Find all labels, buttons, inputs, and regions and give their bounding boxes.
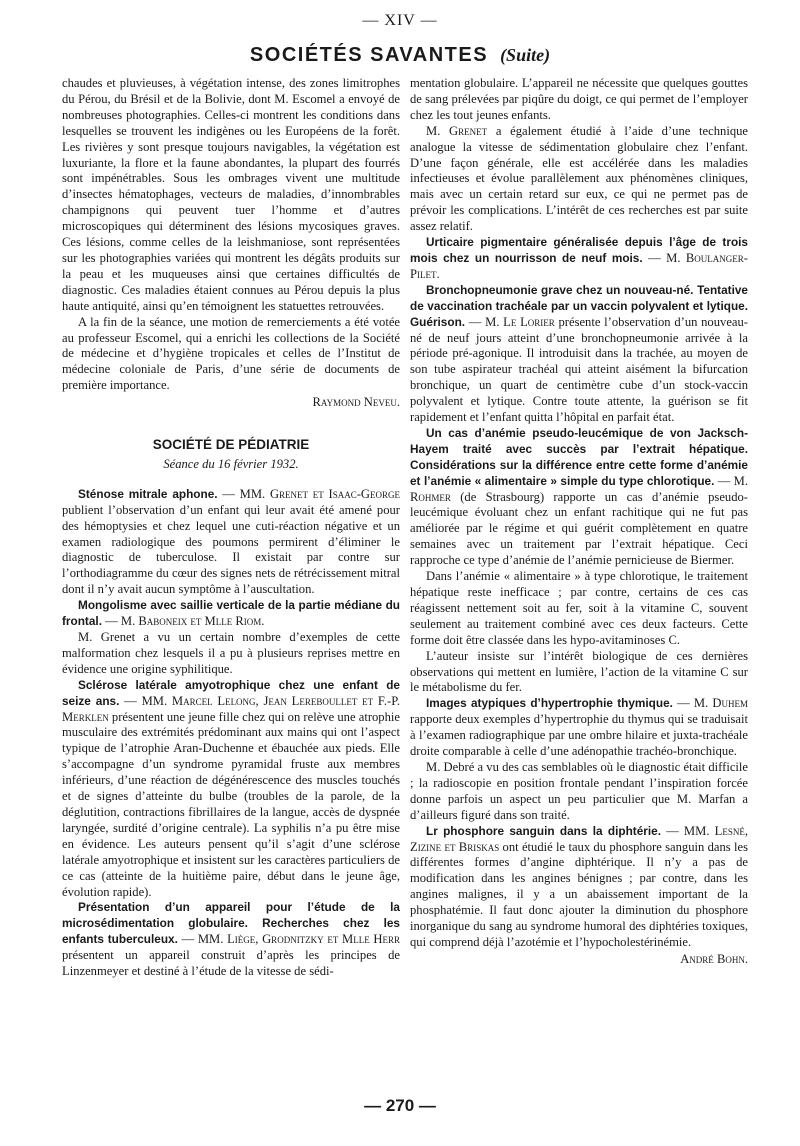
page-roman-number: — XIV — — [362, 12, 438, 29]
article-authors: MM. Liège, Grodnitzky et Mlle Herr — [197, 932, 400, 947]
session-date: Séance du 16 février 1932. — [163, 456, 299, 471]
article-title: Un cas d’anémie pseudo-leucémique de von Jacksch-Hayem traité avec succès par l’extrait hépatique. Considérations sur la différence entre cette forme d’anémie et l’anémie « alimentaire » simple du type chlorotique. — [410, 425, 748, 488]
article: Mongolisme avec saillie verticale de la partie médiane du frontal. — M. Baboneix et Mlle Riom. — [62, 598, 400, 629]
article: Images atypiques d’hypertrophie thymique. — M. Duhem rapporte deux exemples d’hypertrophie du thymus qui se traduisait à l’examen radiographique par une ombre hilaire et juxta-trachéale droite comparable à celle d’une adénopathie trachéo-bronchique. — [410, 696, 749, 759]
article-authors: M. Boulanger-Pilet. — [410, 250, 748, 281]
article-title: Présentation d’un appareil pour l’étude de la microsédimentation globulaire. Recherches chez les enfants tuberculeux. — [62, 900, 400, 947]
article-text: ont étudié le taux du phosphore sanguin dans les différentes formes d’angine diphtérique. Il n’y a pas de modification dans les angines bénignes ; par contre, dans les angines malignes, il y a un abaissement important de la phosphatémie. Il faut donc ajouter la diminution du phosphore inorganique du sang au syndrome humoral des diphtéries toxiques, qui comprend déjà l’azotémie et l’hypocholestérinémie. — [410, 839, 748, 949]
signature: Raymond Neveu. — [312, 395, 400, 410]
section-header — [0, 44, 800, 67]
article-title: Lr phosphore sanguin dans la diphtérie. — [426, 823, 661, 838]
article-text: présente l’observation d’un nouveau-né de neuf jours atteint d’une bronchopneumonie arrivée à la période pré-agonique. Il introduisit dans la trachée, au moyen de son tube aspirateur trachéal qui atteint aisément la bifurcation bronchique, un quart de centimètre cube d’un stock-vaccin polyvalent et lytique. Contre toute attente, la guérison se fit rapidement et l’enfant quitta l’hôpital en parfait état. — [410, 314, 748, 425]
article: Sclérose latérale amyotrophique chez une enfant de seize ans. — MM. Marcel Lelong, Jean Lereboullet et F.-P. Merklen présentent une jeune fille chez qui on relève une atrophie musculaire des extrémités prédominant aux mains qui ont l’aspect typique de l’atrophie Aran-Duchenne et ébauchée aux pieds. Elle s’accompagne d’un syndrome pyramidal fruste aux membres inférieurs, d’une réaction de dégénérescence des muscles touchés et de signes d’atteinte du bulbe (troubles de la parole, de la déglutition, contractions fibrillaires de la langue, accès de dyspnée laryngée, surdité d’origine centrale). La syphilis n’a pu être mise en évidence. Les auteurs pensent qu’il s’agit d’une sclérose latérale amyotrophique et insistent sur les caractères particuliers de ce cas (atteinte de la huitième paire, début dans le jeune âge, évolution rapide). — [62, 677, 401, 899]
article-authors: M. Rohmer — [410, 473, 748, 504]
section-title: SOCIÉTÉS SAVANTES — [249, 44, 489, 66]
article-title: Sténose mitrale aphone. — [78, 486, 218, 501]
article: Un cas d’anémie pseudo-leucémique de von Jacksch-Hayem traité avec succès par l’extrait hépatique. Considérations sur la différence entre cette forme d’anémie et l’anémie « alimentaire » simple du type chlorotique. — M. Rohmer (de Strasbourg) rapporte un cas d’anémie pseudo-leucémique évoluant chez un enfant rachitique qui ne fut pas améliorée par le régime et qui guérit complètement en quatre semaines avec un traitement par l’extrait hépatique. Ceci rapproche ce type d’anémie de l’anémie pernicieuse de Biermer. — [410, 425, 748, 568]
paragraph — [410, 124, 748, 235]
article-text: présentent une jeune fille chez qui on relève une atrophie musculaire des extrémités prédominant aux mains qui ont l’aspect typique de l’atrophie Aran-Duchenne et ébauchée aux pieds. Elle s’accompagne d’un syndrome pyramidal fruste aux membres inférieurs, d’une réaction de dégénérescence des muscles touchés et de signes d’atteinte du bulbe (troubles de la parole, de la déglutition, contractions fibrillaires de la langue, accès de dyspnée laryngée, surdité d’origine centrale). La syphilis n’a pu être mise en évidence. Les auteurs pensent qu’il s’agit d’une sclérose latérale amyotrophique et insistent sur les caractères particuliers de ce cas (atteinte de la huitième paire, début dans le jeune âge, évolution rapide). — [62, 709, 400, 899]
paragraph: A la fin de la séance, une motion de remerciements a été votée au professeur Escomel, qui a enrichi les collections de la Société de médecine et d’hygiène tropicales et celles de l’Institut de médecine coloniale de Paris, d’une série de documents de première importance. — [62, 314, 400, 393]
article-authors: M. Baboneix et Mlle Riom. — [120, 614, 265, 629]
article: Sténose mitrale aphone. — MM. Grenet et Isaac-George publient l’observation d’un enfant qui leur avait été amené pour des hémoptysies et chez lequel une cuti-réaction négative et un examen radiologique des poumons permirent d’éliminer le diagnostic de tuberculose. Il existait par contre sur l’orthodiagramme du cœur des signes nets de rétrécissement mitral dont il n’y avait aucun symptôme à l’auscultation. — [62, 486, 401, 597]
section-title-suite: (Suite) — [500, 45, 551, 65]
article-authors: MM. Grenet et Isaac-George — [239, 486, 401, 501]
article-text: présentent un appareil construit d’après les principes de Linzenmeyer et destiné à l’étude de la vitesse de sédi- — [62, 948, 400, 979]
article-authors: MM. Lesné, Zizine et Briskas — [410, 823, 748, 854]
left-column — [62, 76, 400, 980]
right-column — [410, 76, 748, 968]
article-text: publient l’observation d’un enfant qui leur avait été amené pour des hémoptysies et chez lequel une cuti-réaction négative et un examen radiologique des poumons permirent d’éliminer le diagnostic de tuberculose. Il existait par contre sur l’orthodiagramme du cœur des signes nets de rétrécissement mitral dont il n’y avait aucun symptôme à l’auscultation. — [62, 502, 400, 597]
article: Bronchopneumonie grave chez un nouveau-né. Tentative de vaccination trachéale par un vaccin polyvalent et lytique. Guérison. — M. Le Lorier présente l’observation d’un nouveau-né de neuf jours atteint d’une bronchopneumonie arrivée à la période pré-agonique. Il introduisit dans la trachée, au moyen de son tube aspirateur trachéal qui atteint aisément la bifurcation bronchique, un quart de centimètre cube d’un stock-vaccin polyvalent et lytique. Contre toute attente, la guérison se fit rapidement et l’enfant quitta l’hôpital en parfait état. — [410, 282, 748, 425]
page-number: — 270 — — [364, 1096, 436, 1115]
article-title: Bronchopneumonie grave chez un nouveau-né. Tentative de vaccination trachéale par un vaccin polyvalent et lytique. Guérison. — [410, 282, 748, 329]
article-authors: MM. Marcel Lelong, Jean Lereboullet et F.-P. Merklen — [62, 693, 401, 724]
article-text: (de Strasbourg) rapporte un cas d’anémie pseudo-leucémique évoluant chez un enfant rachitique qui ne fut pas améliorée par le régime et qui guérit complètement en quatre semaines avec un traitement par l’extrait hépatique. Ceci rapproche ce type d’anémie de l’anémie pernicieuse de Biermer. — [410, 489, 748, 568]
signature: André Bohn. — [680, 951, 748, 966]
article-title: Sclérose latérale amyotrophique chez une enfant de seize ans. — [62, 677, 400, 708]
article-title: Mongolisme avec saillie verticale de la partie médiane du frontal. — [62, 598, 400, 629]
author-name: M. Grenet — [426, 123, 488, 138]
article-title: Urticaire pigmentaire généralisée depuis l’âge de trois mois chez un nourrisson de neuf mois. — [410, 235, 748, 265]
article: Présentation d’un appareil pour l’étude de la microsédimentation globulaire. Recherches chez les enfants tuberculeux. — MM. Liège, Grodnitzky et Mlle Herr présentent un appareil construit d’après les principes de Linzenmeyer et destiné à l’étude de la vitesse de sédi- — [62, 900, 400, 979]
paragraph: mentation globulaire. L’appareil ne nécessite que quelques gouttes de sang prélevées par piqûre du doigt, ce qui permet de l’employer chez les tout jeunes enfants. — [410, 76, 748, 122]
paragraph: chaudes et pluvieuses, à végétation intense, des zones limitrophes du Pérou, du Brésil et de la Bolivie, dont M. Escomel a envoyé de nombreuses photographies. Celles-ci montrent les conditions dans lesquelles se trouvent les indigènes ou les Européens de la forêt. Les rivières y sont presque toujours navigables, la végétation est luxuriante, la flore et la faune abondantes, la plupart des fourrés sont impénétrables. Sous les ombrages vivent une multitude d’insectes hématophages, vecteurs de maladies, d’innombrables champignons qui peuvent tuer l’homme et d’autres microscopiques qui déterminent des lésions mycosiques graves. Ces lésions, comme celles de la leishmaniose, sont représentées sur les photographies variées qui montrent les dégâts produits sur la peau et les muqueuses ainsi que certaines difficultés de diagnostic. Ces maladies étaient connues au Pérou depuis la plus haute antiquité, ainsi qu’en témoignent les statuettes retrouvées. — [62, 76, 400, 313]
paragraph-text: a également étudié à l’aide d’une technique analogue la vitesse de sédimentation globulaire chez l’enfant. D’une façon générale, elle est accélérée dans les maladies infectieuses et évolue parallèlement aux phénomènes cliniques, mais avec un certain retard sur eux, ce qui ne permet pas de prévoir les complications. L’intérêt de ces recherches est par suite assez relatif. — [410, 123, 748, 234]
article: Urticaire pigmentaire généralisée depuis l’âge de trois mois chez un nourrisson de neuf mois. — M. Boulanger-Pilet. — [410, 235, 748, 281]
article-authors: M. Duhem — [693, 696, 749, 711]
article-authors: M. Le Lorier — [485, 314, 555, 329]
paragraph: Dans l’anémie « alimentaire » à type chlorotique, le traitement hépatique reste inefficace ; par contre, certains de ces cas réagissent nettement soit au fer, soit à la vitamine C, souvent seulement au traitement combiné avec ces deux facteurs. Cette forme doit être classée dans les hypo-avitaminoses C. — [410, 569, 748, 647]
paragraph: M. Grenet a vu un certain nombre d’exemples de cette malformation chez lesquels il a pu à plusieurs reprises mettre en évidence une origine syphilitique. — [62, 630, 400, 676]
article: Lr phosphore sanguin dans la diphtérie. — MM. Lesné, Zizine et Briskas ont étudié le taux du phosphore sanguin dans les différentes formes d’angine diphtérique. Il n’y a pas de modification dans les angines bénignes ; par contre, dans les angines malignes, il y a un abaissement important de la phosphatémie. Il faut donc ajouter la diminution du phosphore inorganique du sang au syndrome humoral des diphtéries toxiques, qui comprend déjà l’azotémie et l’hypocholestérinémie. — [410, 823, 748, 949]
paragraph: M. Debré a vu des cas semblables où le diagnostic était difficile ; la radioscopie en position frontale pendant l’inspiration forcée donne parfois un aspect un peu particulier que M. Marfan a d’ailleurs figuré dans son traité. — [410, 759, 748, 822]
article-title: Images atypiques d’hypertrophie thymique. — [426, 696, 673, 711]
society-title: SOCIÉTÉ DE PÉDIATRIE — [152, 437, 310, 453]
paragraph: L’auteur insiste sur l’intérêt biologique de ces dernières observations qui mettent en lumière, l’action de la vitamine C sur le métabolisme du fer. — [410, 648, 748, 695]
article-text: rapporte deux exemples d’hypertrophie du thymus qui se traduisait à l’examen radiographique par une ombre hilaire et juxta-trachéale droite comparable à celle d’une adénopathie trachéo-bronchique. — [410, 712, 748, 759]
